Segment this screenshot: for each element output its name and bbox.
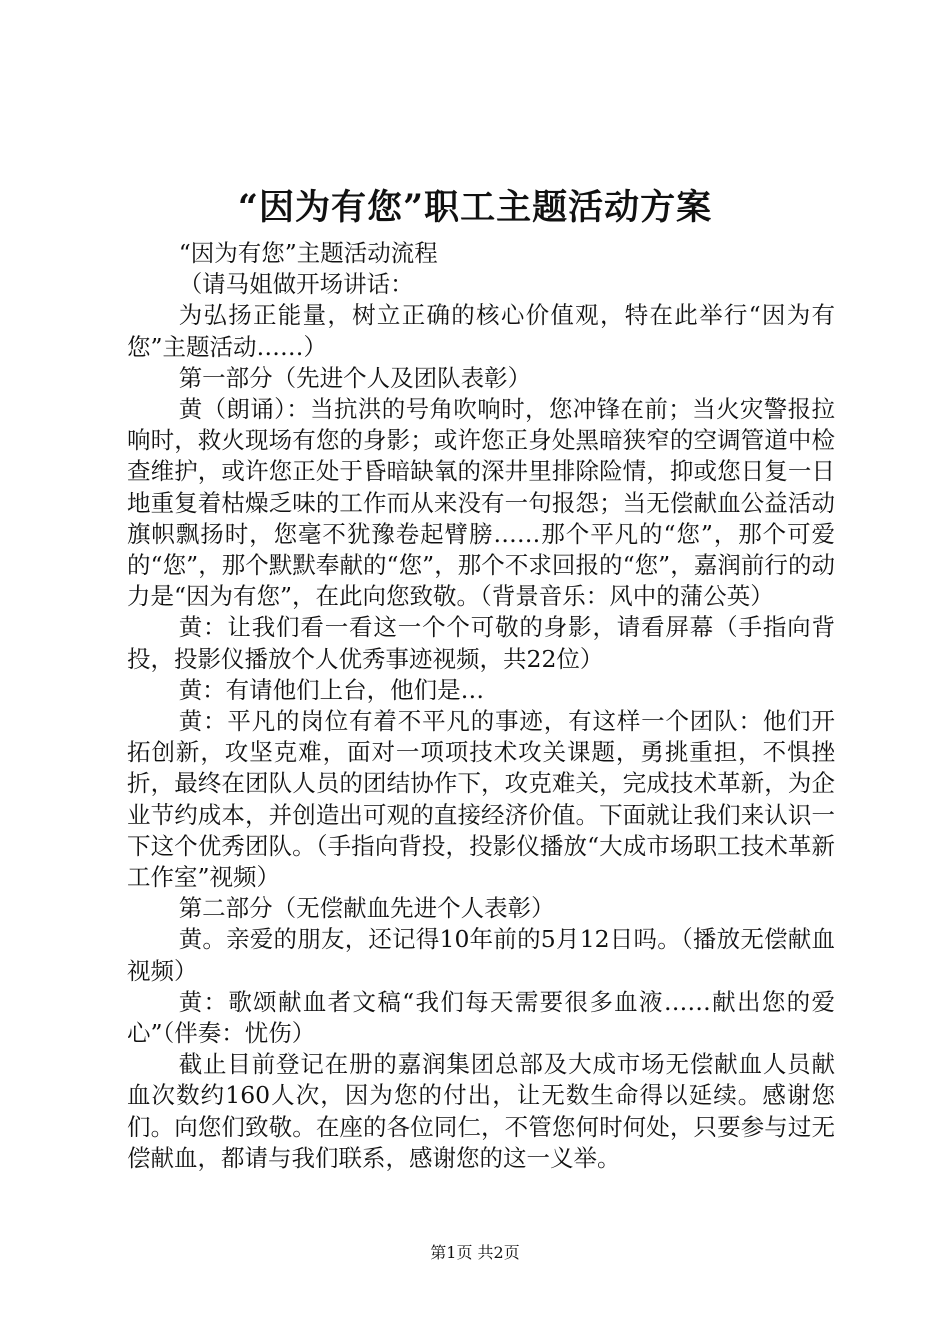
document-title: “因为有您”职工主题活动方案: [237, 187, 713, 228]
paragraph: 黄：让我们看一看这一个个可敬的身影，请看屏幕（手指向背投，投影仪播放个人优秀事迹视频，共22位）: [127, 613, 835, 673]
paragraph: 第一部分（先进个人及团队表彰）: [178, 363, 532, 392]
paragraph: 黄：平凡的岗位有着不平凡的事迹，有这样一个团队：他们开拓创新，攻坚克难，面对一项项技术攻关课题，勇挑重担，不惧挫折，最终在团队人员的团结协作下，攻克难关，完成技术革新，为企业节约成本，并创造出可观的直接经济价值。下面就让我们来认识一下这个优秀团队。（手指向背投，投影仪播放“大成市场职工技术革新工作室”视频）: [127, 707, 835, 892]
document-body: [127, 238, 835, 1174]
paragraph: 为弘扬正能量，树立正确的核心价值观，特在此举行“因为有您”主题活动……）: [127, 301, 835, 361]
paragraph: 第二部分（无偿献血先进个人表彰）: [178, 894, 555, 923]
paragraph: 黄：歌颂献血者文稿“我们每天需要很多血液……献出您的爱心”（伴奏：忧伤）: [127, 987, 835, 1048]
paragraph: 截止目前登记在册的嘉润集团总部及大成市场无偿献血人员献血次数约160人次，因为您的付出，让无数生命得以延续。感谢您们。向您们致敬。在座的各位同仁，不管您何时何处，只要参与过无偿献血，都请与我们联系，感谢您的这一义举。: [127, 1050, 835, 1172]
paragraph: 黄（朗诵）：当抗洪的号角吹响时，您冲锋在前；当火灾警报拉响时，救火现场有您的身影；或许您正身处黑暗狭窄的空调管道中检查维护，或许您正处于昏暗缺氧的深井里排除险情，抑或您日复一日地重复着枯燥乏味的工作而从来没有一句报怨；当无偿献血公益活动旗帜飘扬时，您毫不犹豫卷起臂膀……那个平凡的“您”，那个可爱的“您”，那个默默奉献的“您”，那个不求回报的“您”，嘉润前行的动力是“因为有您”，在此向您致敬。（背景音乐：风中的蒲公英）: [127, 395, 835, 611]
paragraph: 黄：有请他们上台，他们是…: [178, 675, 485, 704]
paragraph: “因为有您”主题活动流程: [178, 239, 438, 267]
paragraph: 黄。亲爱的朋友，还记得10年前的5月12日吗。（播放无偿献血视频）: [127, 925, 835, 985]
paragraph: （请马姐做开场讲话：: [178, 270, 414, 299]
page-number-footer: 第1页 共2页: [430, 1243, 520, 1262]
